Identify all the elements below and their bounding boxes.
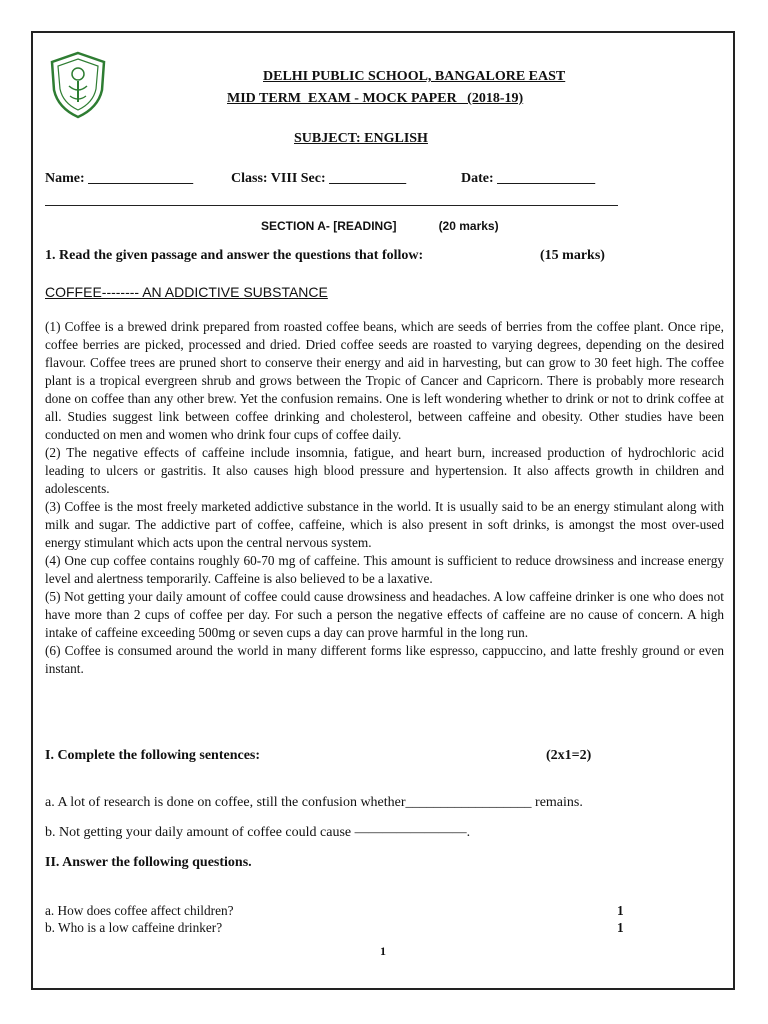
- passage-paragraph: (5) Not getting your daily amount of coffee could cause drowsiness and headaches. A low caffeine drinker is one who does not have more than 2 cups of coffee per day. For such a person the negative effects of caffeine are no cause of concern. A high intake of caffeine exceeding 500mg or seven cups a day can prove harmful in the long run.: [45, 589, 724, 640]
- passage-paragraph: (1) Coffee is a brewed drink prepared from roasted coffee beans, which are seeds of berries from the coffee plant. Once ripe, coffee berries are picked, processed and dried. Dried coffee seeds are roasted to varying degrees, depending on the desired flavour. Coffee trees are pruned short to conserve their energy and aid in harvesting, but can grow to 30 feet high. The coffee plant is a tropical evergreen shrub and grows between the Tropic of Cancer and Capricorn. There is probably more research done on coffee than any other brew. Yet the confusion remains. One is left wondering whether to drink or not to drink coffee at all. Studies suggest link between coffee drinking and cholesterol, between caffeine and obesity. Other studies have been conducted on men and women who drink four cups of coffee daily.: [45, 319, 724, 442]
- name-field: Name: _______________: [45, 171, 194, 186]
- school-crest-icon: [48, 50, 108, 120]
- exam-title: MID TERM EXAM - MOCK PAPER (2018-19): [227, 91, 524, 106]
- answer-question-a-marks: 1: [617, 903, 624, 918]
- class-field: Class: VIII Sec: ___________: [231, 171, 407, 186]
- page-number: 1: [380, 944, 386, 958]
- passage-paragraph: (3) Coffee is the most freely marketed addictive substance in the world. It is usually said to be an energy stimulant along with milk and sugar. The addictive part of coffee, caffeine, which is also present in soft drinks, is amongst the most over-used energy stimulant which acts upon the central nervous system.: [45, 499, 724, 550]
- complete-marks: (2x1=2): [546, 748, 592, 763]
- passage-paragraph: (4) One cup coffee contains roughly 60-70 mg of caffeine. This amount is sufficient to reduce drowsiness and increase energy level and alertness temporarily. Caffeine is also believed to be a laxative.: [45, 553, 724, 586]
- school-name: DELHI PUBLIC SCHOOL, BANGALORE EAST: [263, 69, 566, 84]
- subject-title: SUBJECT: ENGLISH: [294, 131, 428, 146]
- section-heading: [261, 219, 499, 233]
- complete-heading: I. Complete the following sentences:: [45, 748, 261, 763]
- answer-heading: II. Answer the following questions.: [45, 855, 252, 870]
- date-field: Date: ______________: [461, 171, 596, 186]
- divider-line: [45, 205, 618, 206]
- question-1: 1. Read the given passage and answer the questions that follow:: [45, 248, 424, 263]
- passage-title: COFFEE-------- AN ADDICTIVE SUBSTANCE: [45, 284, 328, 300]
- answer-question-b: b. Who is a low caffeine drinker?: [45, 920, 223, 935]
- complete-sentence-b: b. Not getting your daily amount of coffee could cause ————————.: [45, 825, 471, 840]
- passage-paragraph: (2) The negative effects of caffeine include insomnia, fatigue, and heart burn, increased production of hydrochloric acid leading to ulcers or gastritis. It also causes high blood pressure and hypertension. It also affects growth in children and adolescents.: [45, 445, 724, 496]
- passage-paragraph: (6) Coffee is consumed around the world in many different forms like espresso, cappuccino, and latte freshly ground or even instant.: [45, 643, 724, 676]
- question-1-marks: (15 marks): [540, 248, 605, 263]
- passage-body: [45, 318, 724, 678]
- section-marks: (20 marks): [438, 219, 499, 233]
- answer-question-b-marks: 1: [617, 920, 624, 935]
- section-title: SECTION A- [READING]: [261, 219, 397, 233]
- answer-question-a: a. How does coffee affect children?: [45, 903, 234, 918]
- complete-sentence-a: a. A lot of research is done on coffee, still the confusion whether__________________ remains.: [45, 795, 583, 810]
